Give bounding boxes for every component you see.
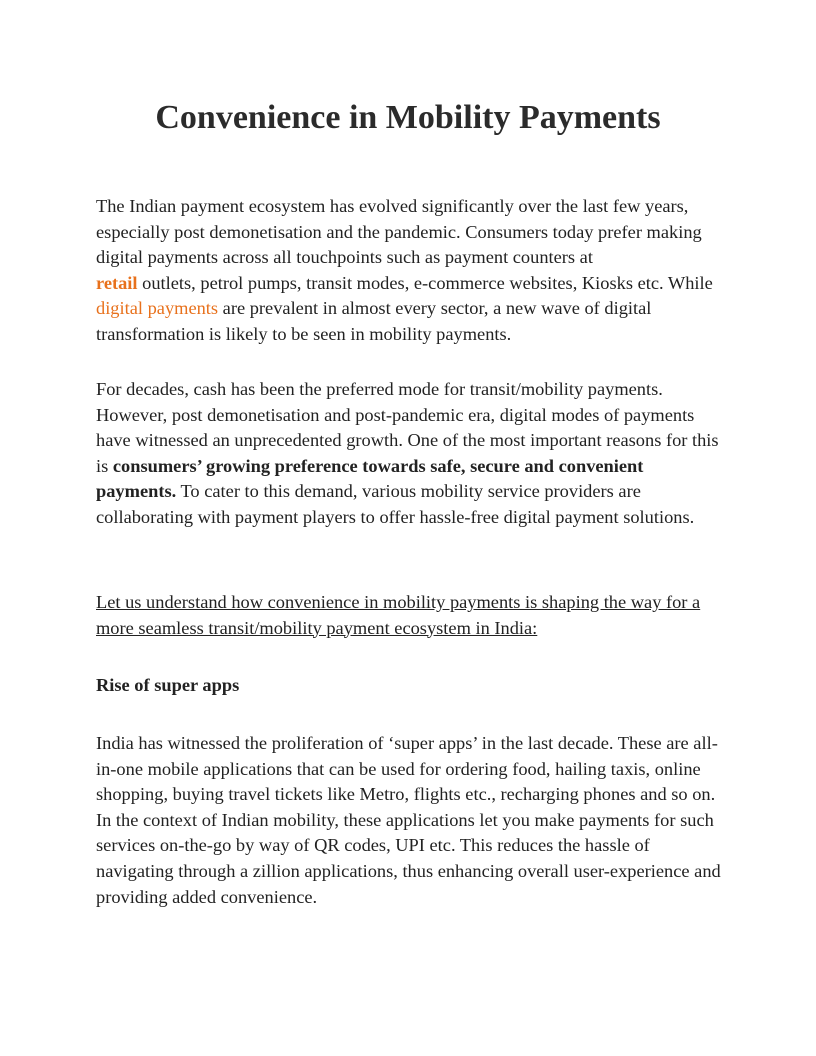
paragraph-cash bbox=[96, 377, 722, 531]
retail-link[interactable]: retail bbox=[96, 272, 138, 293]
paragraph-understand: Let us understand how convenience in mobility payments is shaping the way for a more seamless transit/mobility payment ecosystem in India: bbox=[96, 592, 701, 638]
page-title: Convenience in Mobility Payments bbox=[155, 99, 661, 136]
intro-text-middle: outlets, petrol pumps, transit modes, e-commerce websites, Kiosks etc. While bbox=[137, 272, 713, 293]
paragraph-intro bbox=[96, 194, 722, 348]
cash-text-bold: consumers’ growing preference towards safe, secure and convenient payments. bbox=[96, 455, 644, 502]
intro-text-end: are prevalent in almost every sector, a new wave of digital transformation is likely to be seen in mobility payments. bbox=[96, 298, 652, 344]
cash-text-start: For decades, cash has been the preferred mode for transit/mobility payments. However, post demonetisation and post-pandemic era, digital modes of payments have witnessed an unprecedented growth. One of the most important reasons for this is bbox=[96, 379, 719, 476]
digital-payments-link[interactable]: digital payments bbox=[96, 298, 219, 319]
section-heading-super-apps: Rise of super apps bbox=[96, 675, 240, 695]
cash-text-end: To cater to this demand, various mobility service providers are collaborating with payment players to offer hassle-free digital payment solutions. bbox=[96, 481, 695, 527]
intro-text-start: The Indian payment ecosystem has evolved significantly over the last few years, especially post demonetisation and the pandemic. Consumers today prefer making digital payments across all touchpoints such as payment counters at bbox=[96, 196, 702, 268]
paragraph-super-apps: India has witnessed the proliferation of ‘super apps’ in the last decade. These are all-in-one mobile applications that can be used for ordering food, hailing taxis, online shopping, buying travel tickets like Metro, flights etc., recharging phones and so on. In the context of Indian mobility, these applications let you make payments for such services on-the-go by way of QR codes, UPI etc. This reduces the hassle of navigating through a zillion applications, thus enhancing overall user-experience and providing added convenience. bbox=[96, 733, 721, 907]
